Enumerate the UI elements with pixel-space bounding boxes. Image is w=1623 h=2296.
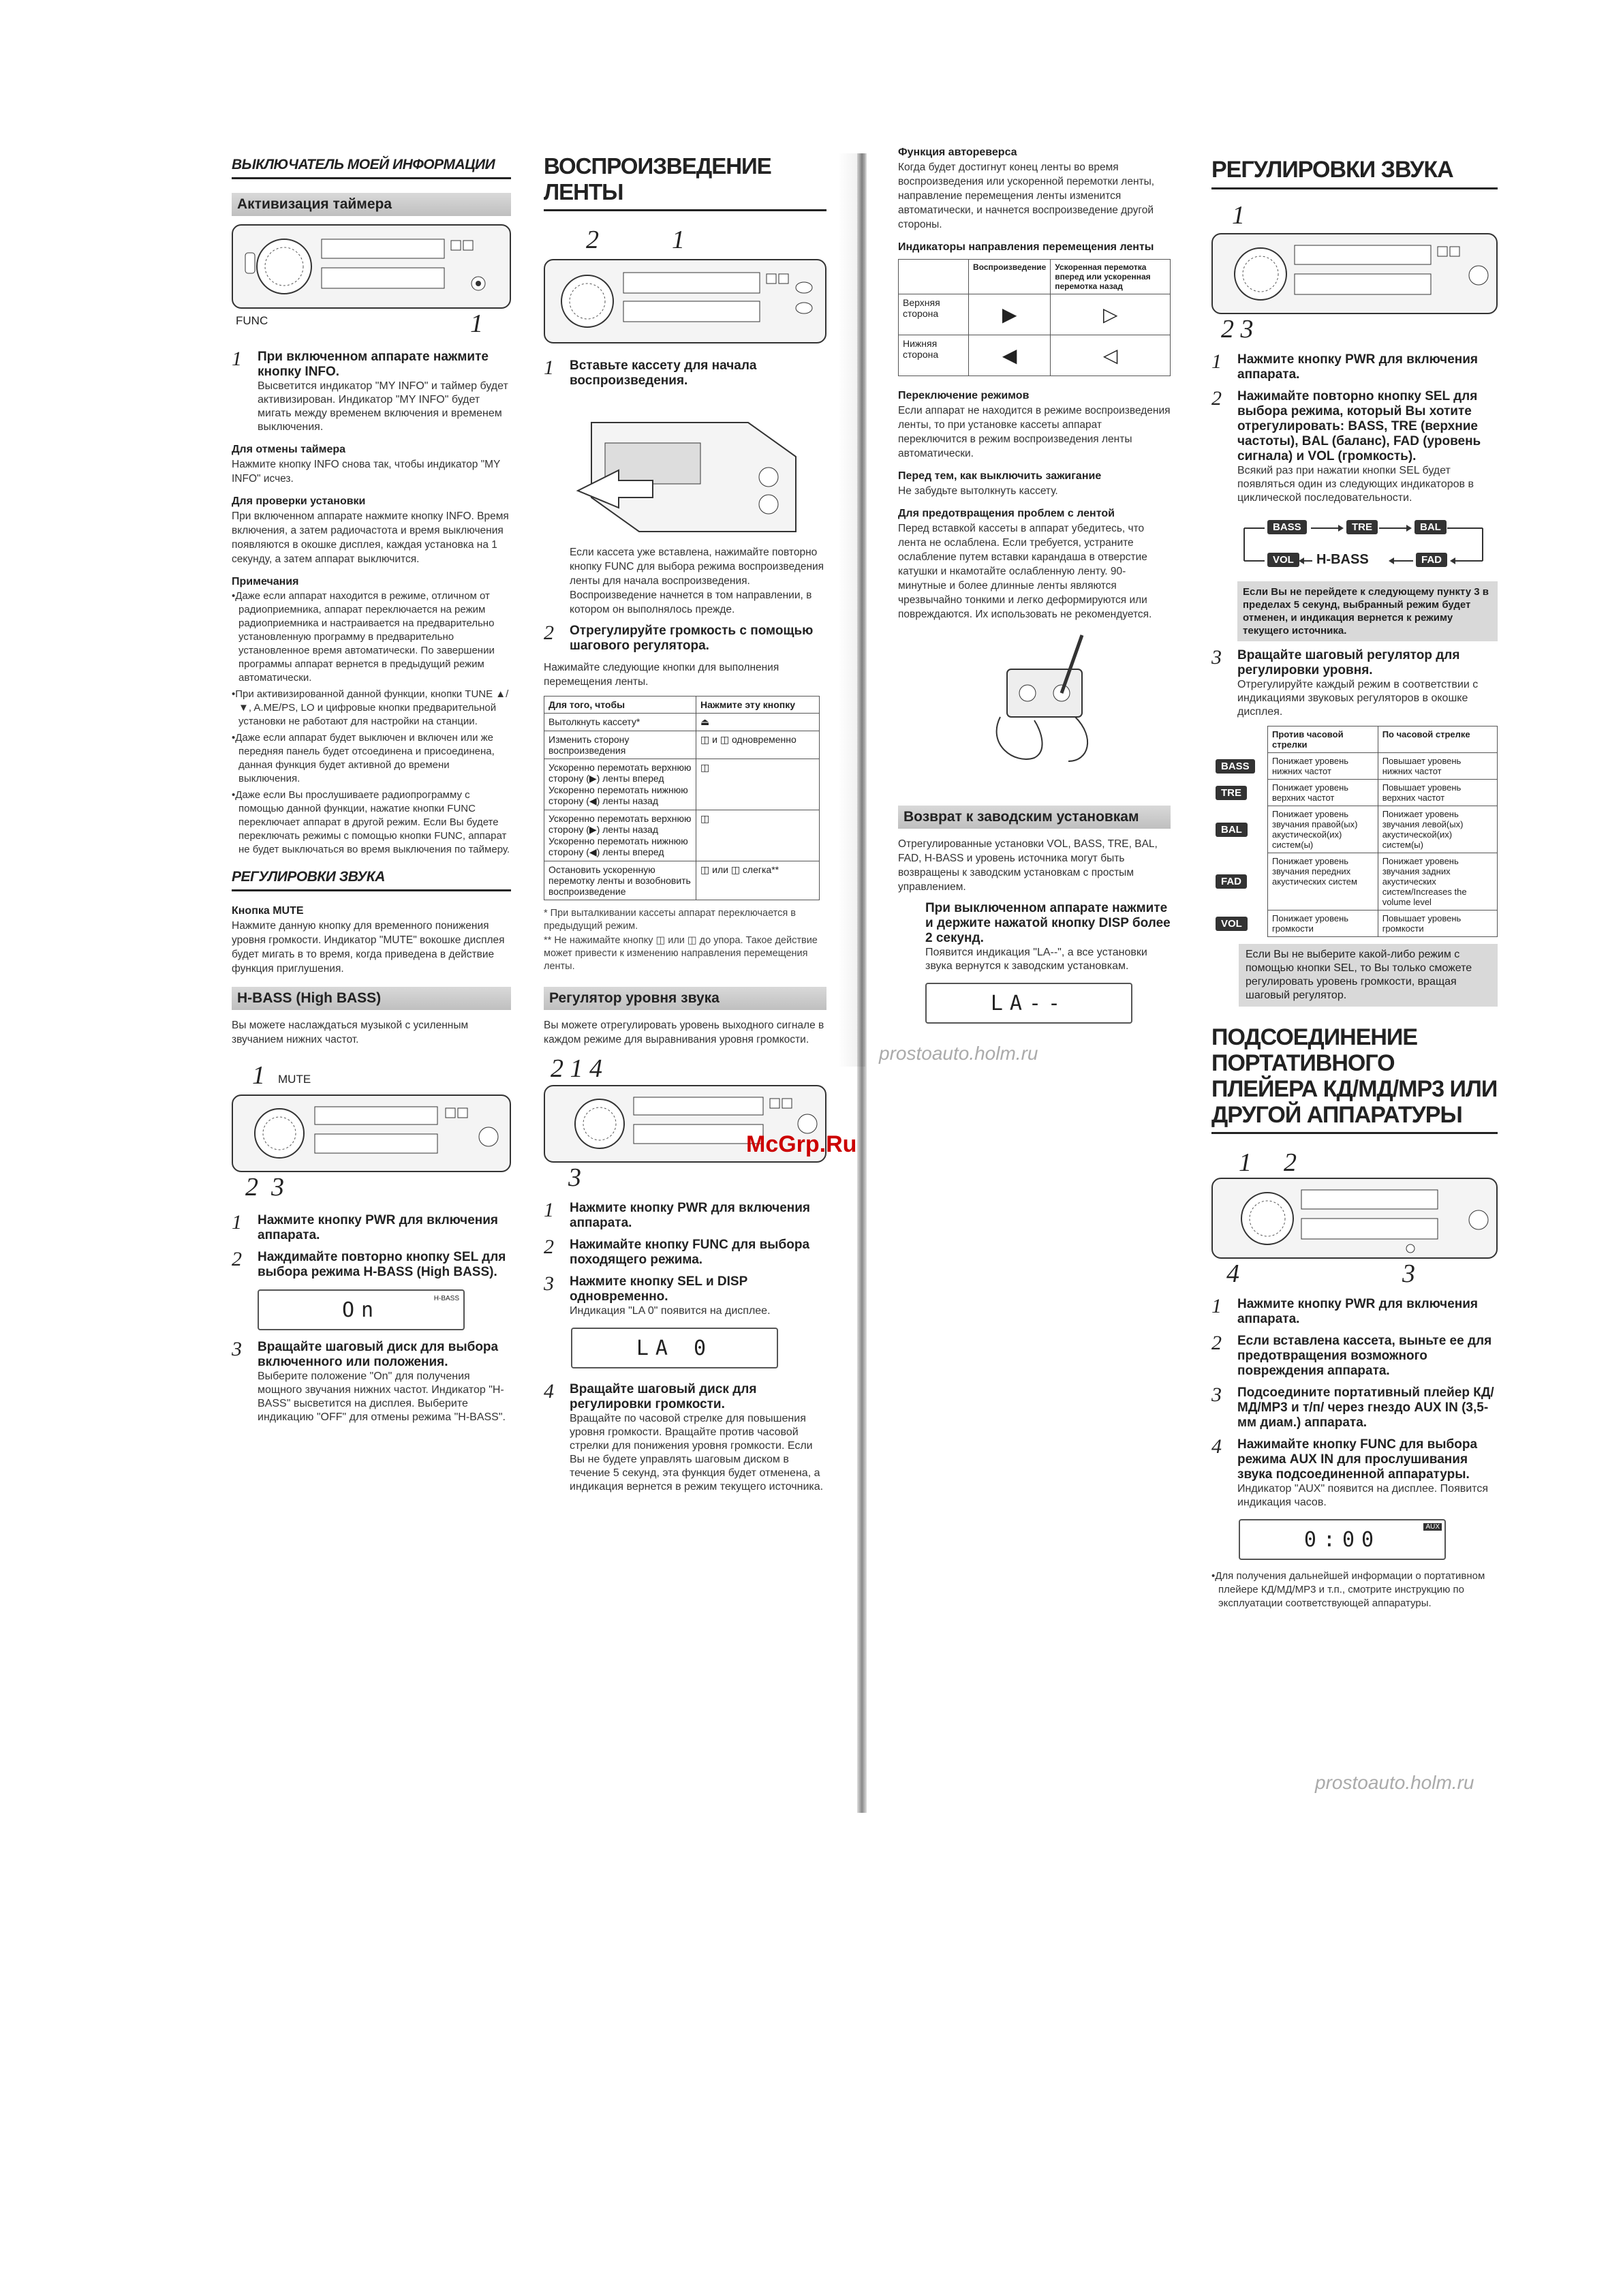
text-cassette-inserted: Если кассета уже вставлена, нажимайте повторно кнопку FUNC для выбора режима воспроизведения ленты для начала воспроизведения. Воспроизведение начнется в том направлении, в котором он выполнялось прежде. — [570, 547, 824, 615]
table-cell: Понижает уровень звучания левой(ых) акустической(их) систем(ы) — [1378, 806, 1497, 853]
table-cell: Понижает уровень громкости — [1268, 910, 1378, 937]
step-number: 2 — [1211, 387, 1222, 410]
step-title: При включенном аппарате нажмите кнопку INFO. — [258, 350, 489, 379]
tone-adjust-table — [1211, 726, 1498, 937]
table-row — [1211, 753, 1498, 780]
table-cell: Понижает уровень звучания задних акустических систем/Increases the volume level — [1378, 853, 1497, 910]
car-stereo-drawing — [233, 226, 512, 307]
table-row — [544, 861, 820, 900]
tape-step-2 — [544, 624, 826, 654]
level-step — [544, 1274, 826, 1318]
callout-4: 4 — [1226, 1259, 1239, 1288]
callout-2: 2 — [1284, 1148, 1297, 1177]
step-number: 2 — [232, 1248, 242, 1270]
step-number: 2 — [544, 622, 554, 644]
lcd-tag: H-BASS — [433, 1295, 459, 1302]
level-step — [544, 1201, 826, 1231]
step-title: Вставьте кассету для начала воспроизведения. — [570, 358, 757, 388]
table-row — [1211, 780, 1498, 806]
text-more-info: •Для получения дальнейшей информации о портативном плейере КД/МД/МР3 и т.п., смотрите инструкцию по эксплуатации соответствующей аппаратуры. — [1211, 1570, 1485, 1609]
table-row — [544, 759, 820, 810]
text-press-buttons: Нажимайте следующие кнопки для выполнения перемещения ленты. — [544, 662, 779, 688]
hand-cassette-drawing — [973, 628, 1109, 765]
callout-1: 1 — [672, 226, 685, 254]
reset-desc: Появится индикация "LA--", а все установки звука вернутся к заводским установкам. — [925, 947, 1147, 972]
callout-2: 2 — [245, 1173, 258, 1201]
step-desc: Всякий раз при нажатии кнопки SEL будет появляться один из следующих индикаторов в циклической последовательности. — [1237, 465, 1474, 504]
step-title: Нажмите кнопку SEL и DISP одновременно. — [570, 1274, 747, 1304]
sound-step — [1211, 389, 1498, 505]
table-header-row — [1211, 726, 1498, 753]
mode-cell — [1211, 806, 1268, 853]
step-number: 4 — [1211, 1435, 1222, 1458]
mode-chip-bass: BASS — [1267, 520, 1307, 534]
step-title: Вращайте шаговый регулятор для регулировки уровня. — [1237, 648, 1460, 677]
notes-list — [232, 590, 511, 857]
table-row — [1211, 853, 1498, 910]
mode-chip-bal: BAL — [1415, 520, 1447, 534]
heading-indicators: Индикаторы направления перемещения ленты — [898, 241, 1154, 253]
mode-cell — [1211, 853, 1268, 910]
table-row — [1211, 806, 1498, 853]
heading-autoreverse: Функция автореверса — [898, 147, 1017, 158]
callout-2-1-4: 2 1 4 — [551, 1054, 602, 1083]
step-title: Вращайте шаговый диск для выбора включенного или положения. — [258, 1340, 499, 1369]
step-number: 4 — [544, 1380, 554, 1403]
text-hbass: Вы можете наслаждаться музыкой с усиленным звучанием нижних частот. — [232, 1020, 469, 1045]
lcd-text: On — [341, 1298, 381, 1322]
table-cell: Вытолкнуть кассету* — [544, 714, 696, 731]
callout-2-3: 2 3 — [1221, 315, 1254, 343]
text-factory-reset: Отрегулированные установки VOL, BASS, TRE, BAL, FAD, H-BASS и уровень источника могут быть возвращены к заводским установкам с простым управлением. — [898, 838, 1158, 893]
ff-forward-icon: ▷ — [1051, 294, 1171, 335]
callout-2: 2 — [586, 226, 599, 254]
table-cell: Ускоренно перемотать верхнюю сторону (▶) ленты вперед Ускоренно перемотать нижнюю сторону (◀) ленты назад — [544, 759, 696, 810]
ff-reverse-icon: ◁ — [1051, 335, 1171, 376]
direction-indicator-table — [898, 259, 1171, 376]
device-illustration-sound — [1211, 233, 1498, 314]
car-stereo-drawing — [1213, 234, 1499, 313]
step-number: 1 — [1211, 1295, 1222, 1317]
table-row — [899, 294, 1171, 335]
play-reverse-icon: ◀ — [969, 335, 1051, 376]
step-title: Отрегулируйте громкость с помощью шагового регулятора. — [570, 624, 814, 653]
note-item: •Даже если Вы прослушиваете радиопрограмму с помощью данной функции, нажатие кнопки FUNC переключает аппарат в другой режим. Если Вы будете переключать режимы с помощью кнопки FUNC, аппарат не будет выключаться во время выключения по таймеру. — [232, 789, 510, 855]
note-item: •Даже если аппарат будет выключен и включен или же передняя панель будет отсоединена и присоединена, данная функция будет активной до времени выключения. — [232, 732, 495, 784]
heading-cancel-timer: Для отмены таймера — [232, 444, 346, 455]
table-header: Воспроизведение — [969, 260, 1051, 294]
callout-3: 3 — [568, 1163, 581, 1192]
table-cell: Понижает уровень нижних частот — [1268, 753, 1378, 780]
table-cell: Верхняя сторона — [899, 294, 969, 335]
mode-chip-bass: BASS — [1216, 759, 1255, 774]
lcd-aux — [1239, 1519, 1446, 1560]
heading-prevent: Для предотвращения проблем с лентой — [898, 508, 1115, 519]
aux-step — [1211, 1437, 1498, 1510]
section-title-sound: РЕГУЛИРОВКИ ЗВУКА — [232, 869, 511, 891]
table-cell: ⏏ — [696, 714, 820, 731]
lcd-hbass — [258, 1289, 465, 1330]
table-cell: Изменить сторону воспроизведения — [544, 731, 696, 759]
step-title: Нажимайте кнопку FUNC для выбора режима AUX IN для прослушивания звука подсоединенной аппаратуры. — [1237, 1437, 1478, 1482]
sound-step — [1211, 352, 1498, 382]
lcd-tag: AUX — [1423, 1523, 1442, 1531]
step-title: Нажмите кнопку PWR для включения аппарата. — [570, 1201, 811, 1230]
table-header: Нажмите эту кнопку — [696, 697, 820, 714]
mode-chip-vol: VOL — [1216, 917, 1248, 931]
column-tape — [544, 153, 826, 1501]
step-title: Вращайте шаговый диск для регулировки громкости. — [570, 1382, 757, 1411]
step-desc: Индикация "LA 0" появится на дисплее. — [570, 1305, 771, 1317]
tape-step-1 — [544, 358, 826, 388]
step-title: Если вставлена кассета, выньте ее для предотвращения возможного повреждения аппарата. — [1237, 1334, 1492, 1378]
device-illustration-aux — [1211, 1178, 1498, 1259]
heading-notes: Примечания — [232, 576, 299, 587]
func-label: FUNC — [236, 314, 268, 327]
table-cell: Остановить ускоренную перемотку ленты и возобновить воспроизведение — [544, 861, 696, 900]
text-mute: Нажмите данную кнопку для временного понижения уровня громкости. Индикатор "MUTE" вокошке дисплея будет мигать в то время, когда приведена в действие функция приглушения. — [232, 920, 505, 975]
heading-modes: Переключение режимов — [898, 390, 1030, 401]
table-cell: Нижняя сторона — [899, 335, 969, 376]
reset-title: При выключенном аппарате нажмите и держите нажатой кнопку DISP более 2 секунд. — [925, 901, 1171, 945]
heading-check-setting: Для проверки установки — [232, 495, 366, 507]
mode-chip-vol: VOL — [1267, 553, 1299, 567]
table-header: Ускоренная перемотка вперед или ускоренная перемотка назад — [1051, 260, 1171, 294]
table-cell: Ускоренно перемотать верхнюю сторону (▶) ленты назад Ускоренно перемотать нижнюю сторону (◀) ленты вперед — [544, 810, 696, 861]
device-illustration-hbass — [232, 1095, 511, 1172]
car-stereo-drawing — [545, 260, 828, 342]
step-number: 3 — [544, 1272, 554, 1295]
column-tape-cont — [898, 147, 1171, 1024]
band-timer: Активизация таймера — [232, 193, 511, 216]
step-number: 1 — [232, 348, 242, 370]
heading-ignition: Перед тем, как выключить зажигание — [898, 470, 1102, 482]
step-title: Нажмите кнопку PWR для включения аппарата. — [258, 1213, 499, 1242]
watermark-mcgrp: McGrp.Ru — [746, 1131, 857, 1157]
note-item: •При активизированной данной функции, кнопки TUNE ▲/▼, A.ME/PS, LO и цифровые кнопки предварительной установки не работают для настройки на станции. — [232, 688, 509, 727]
table-cell: Понижает уровень звучания передних акустических систем — [1268, 853, 1378, 910]
step-number: 1 — [544, 356, 554, 379]
hbass-step — [232, 1213, 511, 1243]
text-check-setting: При включенном аппарате нажмите кнопку INFO. Время включения, а затем радиочастота и время выключения появляются в окошке дисплея, каждая установка на 1 секунду, а затем аппарат выключится. — [232, 510, 509, 565]
text-autoreverse: Когда будет достигнут конец ленты во время воспроизведения или ускоренной перемотки ленты, направление перемещения ленты изменится автоматически, и начнется воспроизведение другой стороны. — [898, 162, 1155, 230]
table-cell: ◫ — [696, 759, 820, 810]
table-cell: ◫ — [696, 810, 820, 861]
sound-step-3 — [1211, 648, 1498, 719]
step-desc: Индикатор "AUX" появится на дисплее. Появится индикация часов. — [1237, 1483, 1488, 1508]
footnote-1: * При выталкивании кассеты аппарат переключается в предыдущий режим. — [544, 908, 796, 932]
lcd-text: LA-- — [990, 991, 1068, 1015]
level-step — [544, 1238, 826, 1268]
table-row — [1211, 910, 1498, 937]
footnote-2: ** Не нажимайте кнопку ◫ или ◫ до упора. Такое действие может привести к изменению направления перемещения ленты. — [544, 935, 818, 972]
aux-step — [1211, 1297, 1498, 1327]
table-header — [1211, 726, 1268, 753]
text-prevent: Перед вставкой кассеты в аппарат убедитесь, что лента не ослаблена. Если требуется, устраните ослабление путем вставки карандаша в отверстие катушки и нкамотайте ослабленную ленту. 90-минутные и более длинные ленты являются чрезвычайно тонкими и легко деформируются или повреждаются. Их использовать не рекомендуется. — [898, 523, 1152, 620]
top-fold-shadow — [838, 153, 865, 1067]
reset-instruction — [898, 901, 1171, 973]
band-factory-reset: Возврат к заводским установкам — [898, 806, 1171, 829]
text-ignition: Не забудьте вытолкнуть кассету. — [898, 485, 1058, 497]
lcd-text: 0:00 — [1303, 1527, 1381, 1552]
section-title-tape: ВОСПРОИЗВЕДЕНИЕ ЛЕНТЫ — [544, 153, 826, 211]
table-row — [544, 714, 820, 731]
step-1-info — [232, 350, 511, 434]
step-number: 2 — [544, 1236, 554, 1258]
cassette-drawing — [571, 395, 816, 538]
aux-step — [1211, 1383, 1498, 1430]
car-stereo-drawing — [1213, 1179, 1499, 1257]
column-sound — [1211, 157, 1498, 1613]
table-header: По часовой стрелке — [1378, 726, 1497, 753]
lcd-text: LA 0 — [636, 1336, 713, 1360]
step-desc: Вращайте по часовой стрелке для повышения уровня громкости. Вращайте против часовой стрелки для понижения уровня громкости. Если Вы не будете управлять шаговым диском в течение 5 секунд, эта функция будет отменена, а индикация вернется в режим текущего источника. — [570, 1413, 824, 1493]
callout-1: 1 — [1239, 1148, 1252, 1177]
device-illustration-timer — [232, 224, 511, 309]
step-number: 1 — [1211, 350, 1222, 373]
table-header-row — [899, 260, 1171, 294]
step-number: 1 — [232, 1211, 242, 1234]
callout-1: 1 — [470, 309, 483, 338]
mode-chip-fad: FAD — [1216, 874, 1247, 889]
table-header-row — [544, 697, 820, 714]
step-title: Нажмите кнопку PWR для включения аппарата. — [1237, 1297, 1479, 1326]
text-cancel-timer: Нажмите кнопку INFO снова так, чтобы индикатор "MY INFO" исчез. — [232, 459, 501, 485]
table-cell: Понижает уровень верхних частот — [1268, 780, 1378, 806]
table-cell: ◫ и ◫ одновременно — [696, 731, 820, 759]
note-box-timeout: Если Вы не перейдете к следующему пункту 3 в пределах 5 секунд, выбранный режим будет отменен, и индикация вернется к режиму текущего источника. — [1237, 581, 1498, 641]
callout-3: 3 — [1402, 1259, 1415, 1288]
mute-label: MUTE — [278, 1073, 311, 1086]
step-title: Нажмите кнопку PWR для включения аппарата. — [1237, 352, 1479, 382]
table-header — [899, 260, 969, 294]
section-title-my-info: ВЫКЛЮЧАТЕЛЬ МОЕЙ ИНФОРМАЦИИ — [232, 157, 511, 179]
mode-cell — [1211, 910, 1268, 937]
table-cell: Повышает уровень громкости — [1378, 910, 1497, 937]
step-title: Нажимайте кнопку FUNC для выбора походящего режима. — [570, 1238, 810, 1267]
step-desc: Отрегулируйте каждый режим в соответствии с индикациями звуковых регуляторов в окошке дисплея. — [1237, 679, 1479, 718]
hbass-step — [232, 1250, 511, 1280]
hand-pencil-illustration — [973, 628, 1171, 765]
hbass-step-3 — [232, 1340, 511, 1424]
play-forward-icon: ▶ — [969, 294, 1051, 335]
table-cell: Понижает уровень звучания правой(ых) акустической(их) систем(ы) — [1268, 806, 1378, 853]
table-header: Против часовой стрелки — [1268, 726, 1378, 753]
mode-label-hbass: H-BASS — [1316, 552, 1369, 567]
step-title: Подсоедините портативный плейер КД/МД/МР3 и т/п/ через гнездо AUX IN (3,5-мм диам.) аппарата. — [1237, 1386, 1494, 1430]
callout-1: 1 — [252, 1061, 265, 1090]
table-cell: Повышает уровень верхних частот — [1378, 780, 1497, 806]
mode-chip-tre: TRE — [1216, 786, 1247, 800]
tape-transport-table — [544, 696, 820, 900]
table-cell: Повышает уровень нижних частот — [1378, 753, 1497, 780]
device-illustration-tape — [544, 259, 826, 343]
mode-cycle-diagram — [1237, 515, 1489, 576]
mode-chip-tre: TRE — [1346, 520, 1378, 534]
mode-cell — [1211, 753, 1268, 780]
column-my-info — [232, 157, 511, 1431]
watermark-center: prostoauto.holm.ru — [879, 1043, 1038, 1064]
text-modes: Если аппарат не находится в режиме воспроизведения ленты, то при установке кассеты аппарат переключится в режим воспроизведения ленты автоматически. — [898, 405, 1171, 459]
step-number: 3 — [1211, 1383, 1222, 1406]
cassette-insert-illustration — [571, 395, 826, 538]
step-desc: Выберите положение "On" для получения мощного звучания нижних частот. Индикатор "H-BASS" высветится на дисплея. Выберите индикацию "OFF" для отмены режима "H-BASS". — [258, 1371, 506, 1423]
table-row — [899, 335, 1171, 376]
mode-chip-fad: FAD — [1416, 553, 1447, 567]
step-title: Наждимайте повторно кнопку SEL для выбора режима H-BASS (High BASS). — [258, 1250, 506, 1279]
watermark-bottom: prostoauto.holm.ru — [1315, 1772, 1474, 1793]
step-title: Нажимайте повторно кнопку SEL для выбора режима, который Вы хотите отрегулировать: BASS, TRE (верхние частоты), BAL (баланс), FAD (уровень сигнала) и VOL (громкость). — [1237, 389, 1481, 463]
table-row — [544, 731, 820, 759]
aux-step — [1211, 1334, 1498, 1379]
note-item: •Даже если аппарат находится в режиме, отличном от радиоприемника, аппарат переключается на режим радиоприемника и настраивается на предварительно установленную программу в предварительно установленное время автоматически. По завершении программы аппарат вернется в предыдущий режим автоматически. — [232, 590, 495, 684]
note-box-no-sel: Если Вы не выберите какой-либо режим с помощью кнопки SEL, то Вы только сможете регулировать уровень громкости, вращая шаговый регулятор. — [1239, 944, 1498, 1007]
lcd-reset — [925, 983, 1132, 1024]
step-number: 1 — [544, 1199, 554, 1221]
step-number: 2 — [1211, 1332, 1222, 1354]
table-row — [544, 810, 820, 861]
table-cell: ◫ или ◫ слегка** — [696, 861, 820, 900]
step-number: 3 — [1211, 646, 1222, 669]
text-level: Вы можете отрегулировать уровень выходного сигнале в каждом режиме для выравнивания уровня громкости. — [544, 1020, 824, 1045]
mode-chip-bal: BAL — [1216, 823, 1248, 837]
callout-1: 1 — [1232, 201, 1245, 230]
section-title-aux: ПОДСОЕДИНЕНИЕ ПОРТАТИВНОГО ПЛЕЙЕРА КД/МД/МР3 ИЛИ ДРУГОЙ АППАРАТУРЫ — [1211, 1024, 1498, 1134]
table-header: Для того, чтобы — [544, 697, 696, 714]
car-stereo-drawing — [233, 1096, 512, 1171]
mode-cell — [1211, 780, 1268, 806]
band-hbass: H-BASS (High BASS) — [232, 987, 511, 1010]
callout-3: 3 — [271, 1173, 284, 1201]
heading-mute: Кнопка MUTE — [232, 905, 304, 917]
step-number: 3 — [232, 1338, 242, 1360]
section-title-sound-adjust: РЕГУЛИРОВКИ ЗВУКА — [1211, 157, 1498, 189]
step-desc: Высветится индикатор "MY INFO" и таймер будет активизирован. Индикатор "MY INFO" будет мигать между временем включения и временем выключения. — [258, 380, 508, 433]
level-step-4 — [544, 1382, 826, 1494]
band-level: Регулятор уровня звука — [544, 987, 826, 1010]
lcd-level — [571, 1328, 778, 1368]
